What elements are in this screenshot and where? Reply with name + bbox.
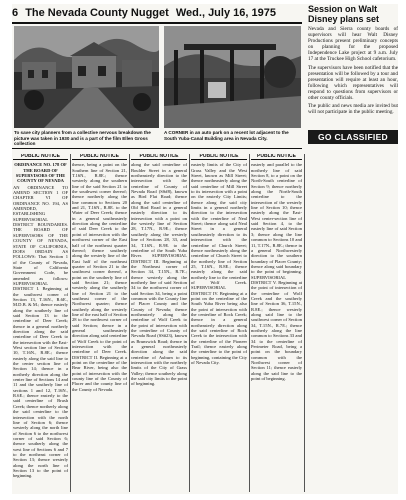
column-heading: PUBLIC NOTICE bbox=[251, 154, 302, 160]
column-heading: PUBLIC NOTICE bbox=[131, 154, 187, 160]
notice-body: along the said centerline of Boulder Street in a general northeasterly direction to the intersection with the centerline of County of Nevada Road (SS#8), known as Bird Flat Road; thence along the said centerline of Old Bird Road in a general easterly direction to its intersection with a point on the westerly line of Section 28, T.17N., R.9E.; thence southerly along the westerly line of Sections 28, 33, and 34, T.16N., R.9E. to the centerline of the South Yuba River. SUPERVISORIAL DISTRICT III. Beginning at the Northeast corner of Section 34, T.15N., R.7E.; thence westerly along the northerly line of said Section 34 to the northwest corner of said Section 34, being a point common with the County line of Placer County and the County of Nevada; thence northeasterly along the centerline of Wolf Creek to the point of intersection with the centerline of County of Nevada Road (SS#23), known as Brunswick Road; thence in a general northeasterly direction along the said centerline of Auburn to its intersection with the northerly limits of the City of Grass Valley; thence southerly along the said city limits to the point of beginning. bbox=[131, 162, 187, 387]
column-heading: PUBLIC NOTICE bbox=[72, 154, 127, 160]
notice-column-1 bbox=[13, 154, 68, 492]
notice-column-4 bbox=[191, 154, 247, 492]
column-heading: PUBLIC NOTICE bbox=[13, 154, 68, 160]
notice-body: easterly limits of the City of Grass Valley and the West Street, known as Mill Street; thence northeasterly along the said centerline of Mill Street to its intersection with a point on the easterly City Limits; thence along the said city limits in a general northerly direction to the intersection with the centerline of Neal Street; thence along said Neal Street in a general southeasterly direction to its intersection with the centerline of Church Street; thence northeasterly along the centerline of Church Street to the northerly line of Section 25, T.16N., R.8E.; thence easterly along the said northerly line to the centerline of Wolf Creek. SUPERVISORIAL DISTRICT IV. Beginning at a point on the centerline of the South Yuba River being also the point of intersection with the centerline of Rock Creek; thence in a general northeasterly direction along the said centerline of Rock Creek to the intersection with the centerline of the Pioneer Trail; thence easterly along the centerline to the point of beginning, containing the City of Nevada City. bbox=[191, 162, 247, 366]
story-paragraph: The public and news media are invited but will not participate in the public meeting. bbox=[308, 103, 398, 116]
notice-body: thence, being a point on the Southern line of Section 21, T.16N., R.8E.; thence westerly along the southern line of the said Section 21 to the southwest corner thereof; thence northerly along the line common to Sections 20 and 21, T.16N., R.8E. to the Water of Deer Creek; thence in a general southeasterly direction along the centerline of said Deer Creek to the point of intersection with the northwest corner of the East half of the northeast quarter thereof; thence southerly along the westerly line of the East half of the northeast quarter of Section 21 to the southwest corner thereof, a point on the southerly line of said Section 21; thence westerly along the southerly line of Section 21 to the southeast corner of the Northwest quarter; thence southerly along the westerly line of the east half of Section 28 to the northwest corner of said Section; thence in a general southeasterly direction along said centerline of Wolf Creek to the point of intersection with the centerline of Deer Creek. DISTRICT II. Beginning at a point on the centerline of the Bear River, being also the point of intersection with the county line of the County of Placer and the county line of the County of Nevada. bbox=[72, 162, 127, 392]
disney-story bbox=[308, 4, 398, 115]
photo-caption-right: A CORNER in an auto park on a recent lot adjacent to the South Yuba-Canal Building area in Nevada City. bbox=[164, 130, 289, 141]
masthead-rule bbox=[12, 22, 302, 24]
notice-body: AN ORDINANCE TO AMEND SECTION 1 OF CHAPTER VI OF ORDINANCE NO. 194, AS AMENDED, ESTABLISHING SUPERVISORIAL DISTRICT BOUNDARIES. THE BOARD OF SUPERVISORS OF THE COUNTY OF NEVADA, STATE OF CALIFORNIA, DOES ORDAIN AS FOLLOWS: That Section 1 of the County of Nevada, State of California Government Code, be amended as follows: SUPERVISORIAL DISTRICT I. Beginning at the southwest corner of Section 13, T.16N., R.6E., M.D.B. & M.; thence easterly along the southerly line of said Section 13 to the centerline of Deer Creek; thence in a general northerly direction along the said centerline of Deer Creek to the intersection with the East-West section line of Section 10, T.16N., R.8E.; thence easterly along the said line to the center section line of Section 14; thence in a northerly direction along the center line of Sections 14 and 11 and the southerly line of sections 1 and 12, T.16N., R.6E.; thence easterly to the said centerline of Brush Creek; thence northerly along the said centerline to the intersection with the north line of Section 6; thence westerly along the north line of Section 6 to the northwest corner of said Section 6; thence southerly along the west line of Sections 6 and 7 to the northeast corner of Section 13; thence westerly along the north line of Section 13 to the point of beginning. bbox=[13, 184, 68, 479]
story-headline: Session on Walt Disney plans set bbox=[308, 4, 380, 24]
section-rule bbox=[12, 148, 302, 149]
classified-ad-banner: GO CLASSIFIED bbox=[308, 130, 398, 144]
ordinance-title: ORDINANCE NO. 178 OF THE BOARD OF SUPERVISORS OF THE COUNTY OF NEVADA bbox=[14, 162, 67, 184]
newspaper-page bbox=[12, 4, 398, 494]
paper-name: The Nevada County Nugget bbox=[25, 7, 169, 19]
column-divider bbox=[304, 154, 305, 492]
column-heading: PUBLIC NOTICE bbox=[191, 154, 247, 160]
notice-column-2 bbox=[72, 154, 127, 492]
column-divider bbox=[189, 154, 190, 492]
photo-caption-left: To save city planners from a collective nervous breakdown the picture was taken in 1930 and is a part of the film Ellen Gross collection bbox=[14, 130, 151, 147]
historical-photo bbox=[14, 26, 159, 128]
story-paragraph: The supervisors have been notified that the presentation will be followed by a tour and presentation will require at least an hour, following which representatives will respond to questions from supervisors or other county officials. bbox=[308, 64, 398, 102]
masthead bbox=[12, 6, 302, 20]
story-paragraph: Nevada and Sierra county boards of supervisors will hear Walt Disney Productions present preliminary concepts on planning for the proposed Independence Lake project at 9 a.m. July 17 at the Truckee High School cafetorium. bbox=[308, 26, 398, 63]
notice-column-5 bbox=[251, 154, 302, 492]
page-number: 6 bbox=[12, 7, 19, 19]
notice-column-3 bbox=[131, 154, 187, 492]
auto-park-photo bbox=[164, 26, 301, 128]
column-divider bbox=[249, 154, 250, 492]
column-divider bbox=[129, 154, 130, 492]
issue-date: Wed., July 16, 1975 bbox=[175, 7, 276, 19]
notice-body: easterly and parallel to the northerly line of said Section 8, to a point on the North-South centerline of Section 9; thence northerly along the North-South centerline to the intersection of the westerly line of Section 10; thence easterly along the East-West center-section line of said Section 4, to the easterly line of said Section 3; thence along the line common to Sections 10 and 11, T.17N., R.8E.; thence in a general Northwesterly direction to the southern boundary of Placer County; thence along said boundary to the point of beginning. SUPERVISORIAL DISTRICT V. Beginning at the point of intersection of the centerline of Wolf Creek and the southerly line of Section 36, T.15N., R.8E.; thence westerly along said line to the southwest corner of Section 34, T.15N., R.7E.; thence northerly along the line common to Sections 33 and 34 to the centerline of Perimeter Road, being a point on the boundary common with the Northwest corner of Section 11; thence easterly along the said line to the point of beginning. bbox=[251, 162, 302, 382]
column-divider bbox=[70, 154, 71, 492]
